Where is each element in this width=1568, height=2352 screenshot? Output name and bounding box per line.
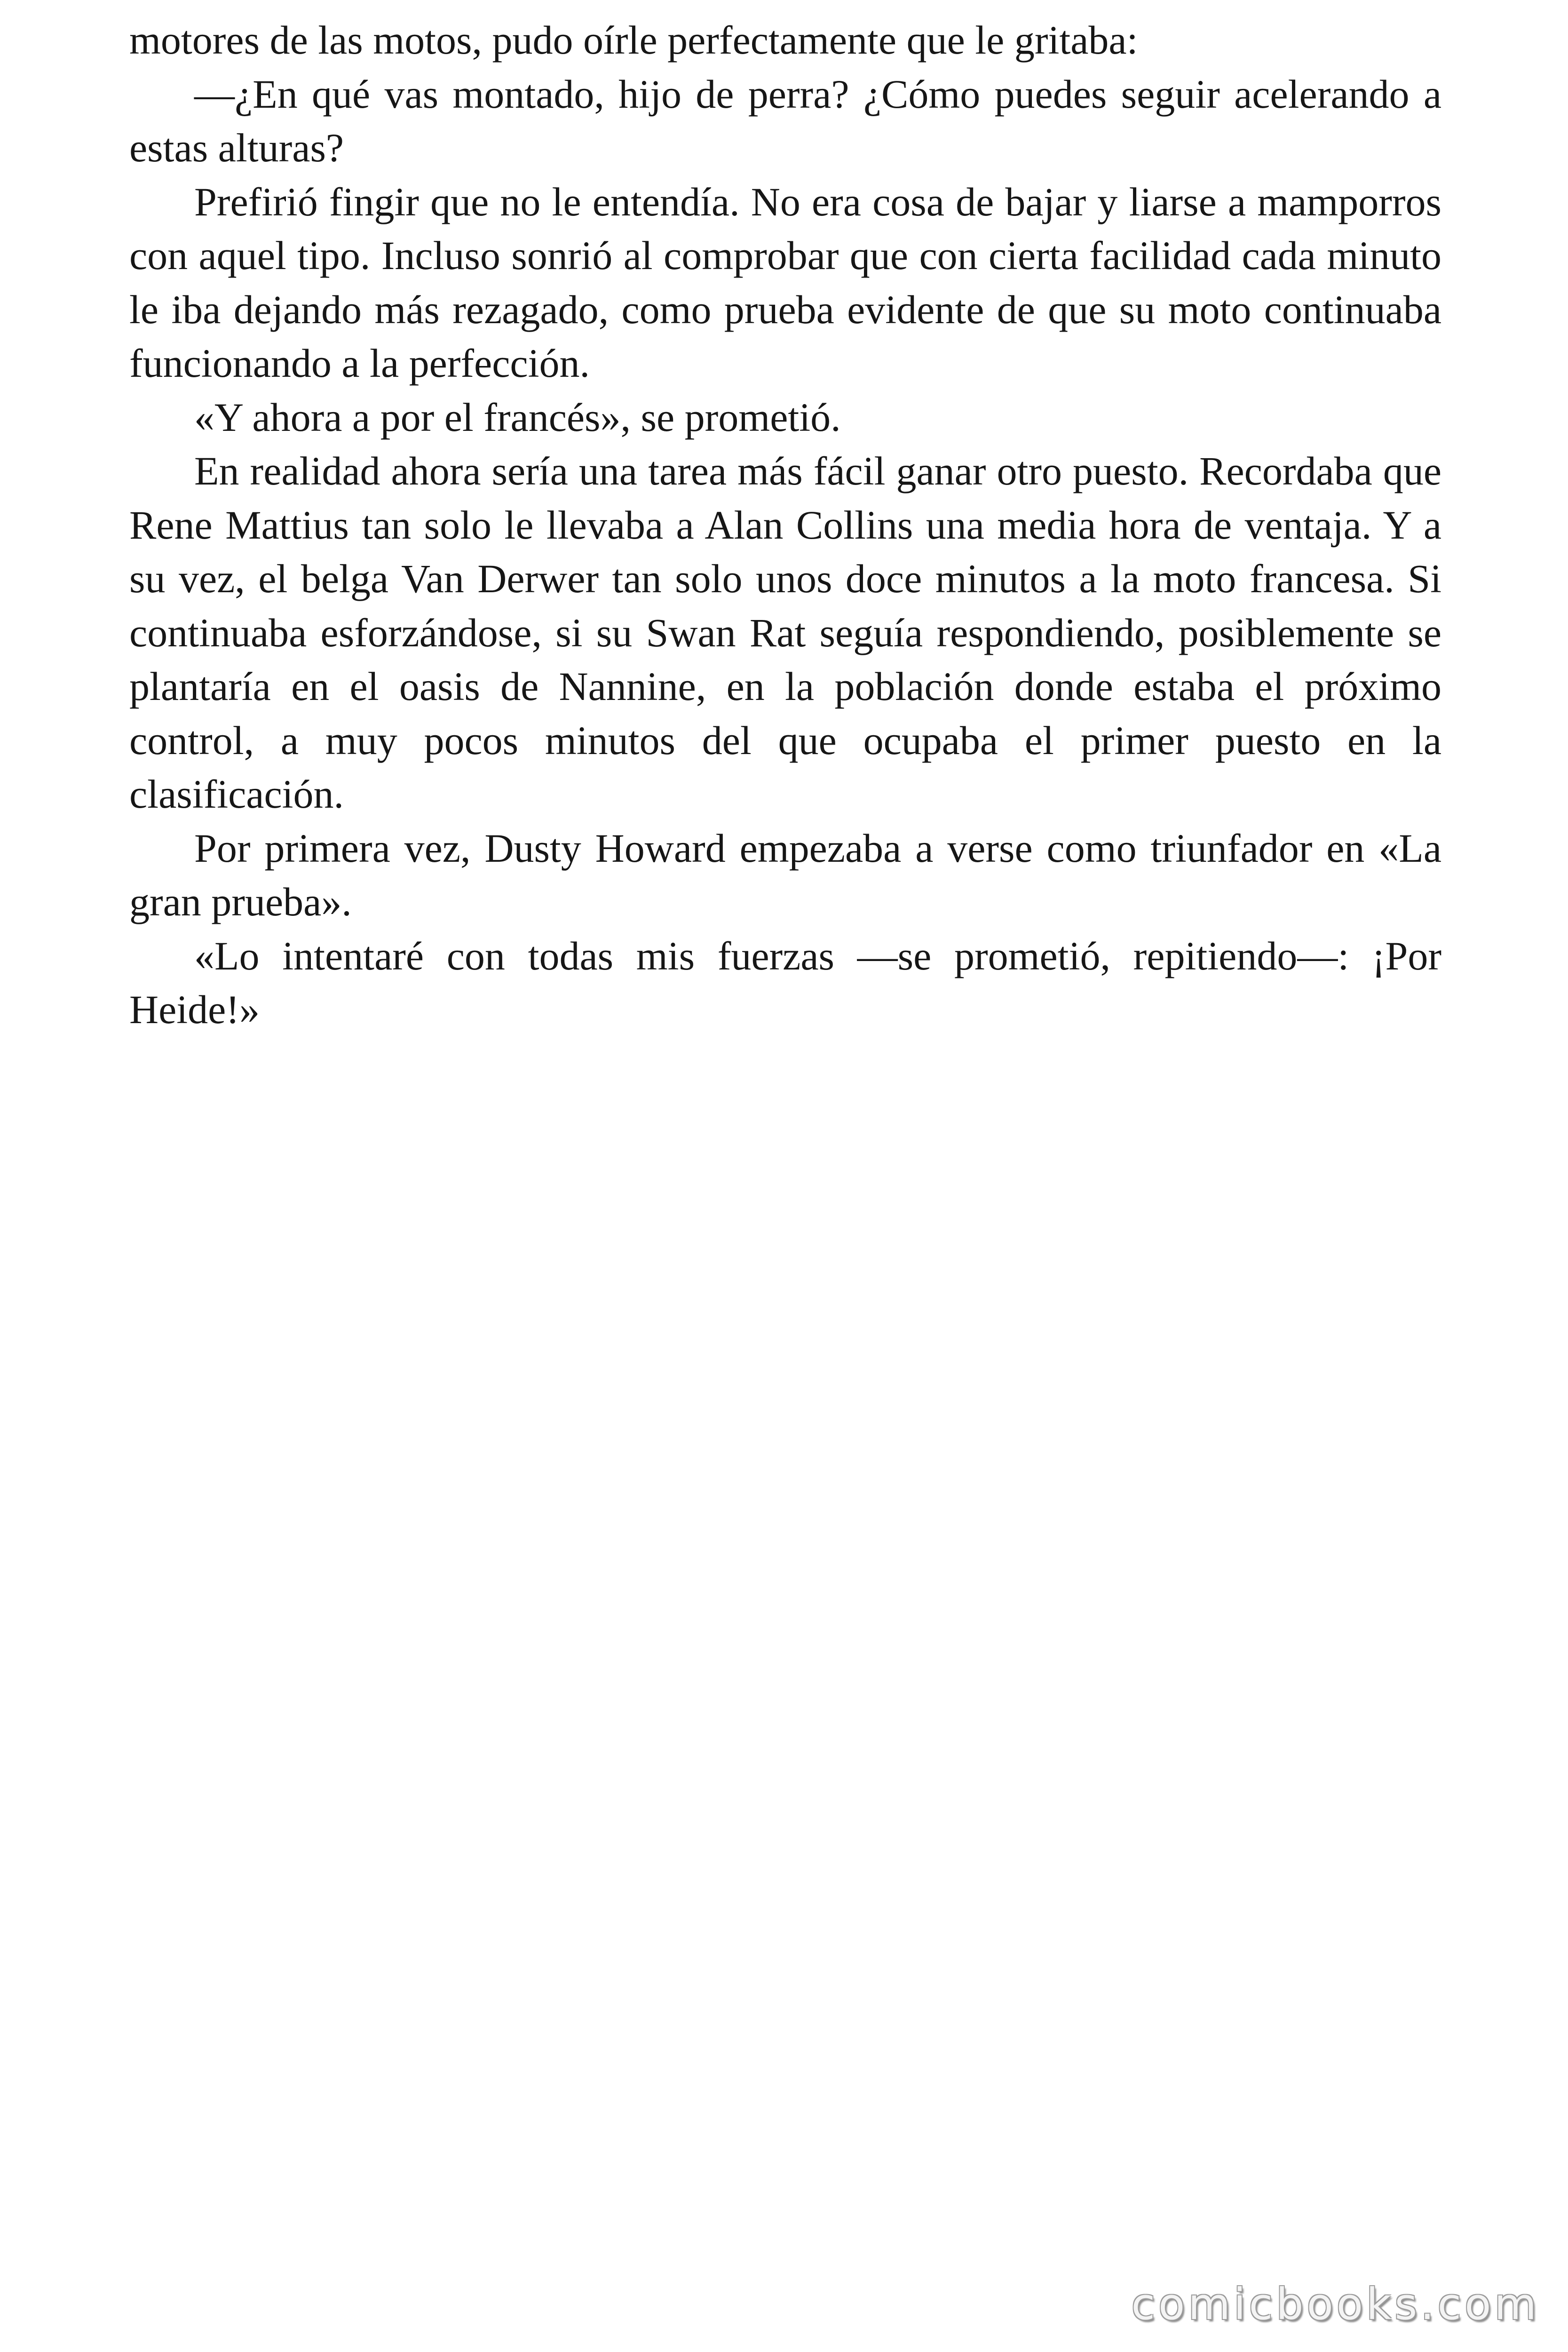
paragraph-for-heide: «Lo intentaré con todas mis fuerzas —se prometió, repitiendo—: ¡Por Heide!»: [129, 933, 1441, 1032]
paragraph-first-time: Por primera vez, Dusty Howard empezaba a verse como triunfador en «La gran prueba».: [129, 825, 1441, 924]
paragraph-french-rider: «Y ahora a por el francés», se prometió.: [194, 394, 841, 440]
paragraph-dialogue-shout: —¿En qué vas montado, hijo de perra? ¿Cómo puedes seguir acelerando a estas alturas?: [129, 71, 1441, 170]
paragraph-pretend: Prefirió fingir que no le entendía. No era cosa de bajar y liarse a mamporros con aquel tipo. Incluso sonrió al comprobar que con cierta facilidad cada minuto le iba dejando más rezagado, como prueba evidente de que su moto continuaba funcionando a la perfección.: [129, 179, 1441, 386]
paragraph-continuation: motores de las motos, pudo oírle perfectamente que le gritaba:: [129, 17, 1138, 63]
paragraph-standings: En realidad ahora sería una tarea más fácil ganar otro puesto. Recordaba que Rene Mattius tan solo le llevaba a Alan Collins una media hora de ventaja. Y a su vez, el belga Van Derwer tan solo unos doce minutos a la moto francesa. Si continuaba esforzándose, si su Swan Rat seguía respondiendo, posiblemente se plantaría en el oasis de Nannine, en la población donde estaba el próximo control, a muy pocos minutos del que ocupaba el primer puesto en la clasificación.: [129, 448, 1441, 817]
watermark-logo: comicbooks.com: [1131, 2279, 1540, 2329]
body-text: [129, 13, 1441, 1037]
